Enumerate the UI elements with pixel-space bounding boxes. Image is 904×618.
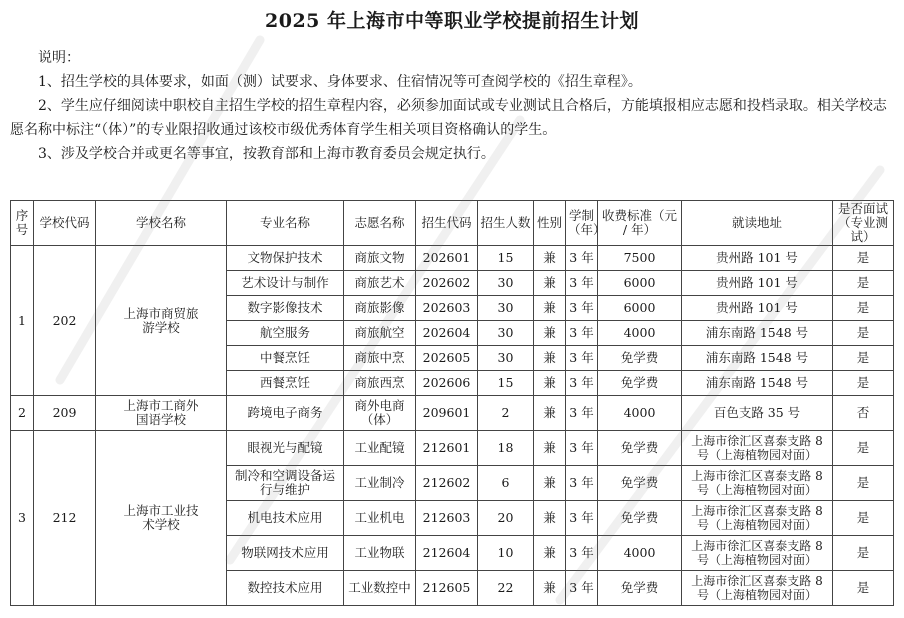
- wish-cell: 商旅影像: [344, 296, 416, 321]
- school-code-cell: 212: [34, 431, 96, 606]
- wish-cell: 商外电商（体）: [344, 396, 416, 431]
- gender-cell: 兼: [534, 536, 566, 571]
- wish-cell: 商旅中烹: [344, 346, 416, 371]
- fee-cell: 4000: [598, 536, 682, 571]
- header-cell: 志愿名称: [344, 201, 416, 246]
- count-cell: 2: [478, 396, 534, 431]
- table-row: [11, 431, 894, 466]
- zcode-cell: 202604: [416, 321, 478, 346]
- wish-cell: 工业制冷: [344, 466, 416, 501]
- page-title: 2025 年上海市中等职业学校提前招生计划: [265, 10, 639, 32]
- gender-cell: 兼: [534, 431, 566, 466]
- years-cell: 3 年: [566, 396, 598, 431]
- interview-cell: 否: [833, 396, 894, 431]
- zcode-cell: 202606: [416, 371, 478, 396]
- fee-cell: 6000: [598, 271, 682, 296]
- address-cell: 浦东南路 1548 号: [682, 321, 833, 346]
- zcode-cell: 212604: [416, 536, 478, 571]
- header-cell: 性别: [534, 201, 566, 246]
- years-cell: 3 年: [566, 371, 598, 396]
- address-cell: 贵州路 101 号: [682, 246, 833, 271]
- years-cell: 3 年: [566, 501, 598, 536]
- count-cell: 20: [478, 501, 534, 536]
- gender-cell: 兼: [534, 396, 566, 431]
- zcode-cell: 202601: [416, 246, 478, 271]
- years-cell: 3 年: [566, 346, 598, 371]
- enrollment-table: [10, 200, 894, 606]
- table-header-row: [11, 201, 894, 246]
- count-cell: 30: [478, 321, 534, 346]
- address-cell: 贵州路 101 号: [682, 271, 833, 296]
- gender-cell: 兼: [534, 271, 566, 296]
- major-cell: 制冷和空调设备运行与维护: [227, 466, 344, 501]
- table-row: [11, 396, 894, 431]
- zcode-cell: 202605: [416, 346, 478, 371]
- school-name-cell: 上海市商贸旅游学校: [96, 246, 227, 396]
- zcode-cell: 212601: [416, 431, 478, 466]
- count-cell: 15: [478, 246, 534, 271]
- count-cell: 18: [478, 431, 534, 466]
- note-item: 2、学生应仔细阅读中职校自主招生学校的招生章程内容，必须参加面试或专业测试且合格后，方能填报相应志愿和投档录取。相关学校志愿名称中标注“（体）”的专业限招收通过该校市级优秀体育学生相关项目资格确认的学生。: [10, 98, 887, 138]
- major-cell: 跨境电子商务: [227, 396, 344, 431]
- fee-cell: 6000: [598, 296, 682, 321]
- fee-cell: 4000: [598, 321, 682, 346]
- major-cell: 机电技术应用: [227, 501, 344, 536]
- gender-cell: 兼: [534, 571, 566, 606]
- school-code-cell: 202: [34, 246, 96, 396]
- years-cell: 3 年: [566, 431, 598, 466]
- fee-cell: 7500: [598, 246, 682, 271]
- header-cell: 招生人数: [478, 201, 534, 246]
- count-cell: 6: [478, 466, 534, 501]
- count-cell: 30: [478, 271, 534, 296]
- interview-cell: 是: [833, 296, 894, 321]
- gender-cell: 兼: [534, 501, 566, 536]
- count-cell: 30: [478, 346, 534, 371]
- header-cell: 学校代码: [34, 201, 96, 246]
- count-cell: 22: [478, 571, 534, 606]
- interview-cell: 是: [833, 371, 894, 396]
- header-cell: 学制（年）: [566, 201, 598, 246]
- address-cell: 上海市徐汇区喜泰支路 8 号（上海植物园对面）: [682, 571, 833, 606]
- fee-cell: 免学费: [598, 371, 682, 396]
- zcode-cell: 202602: [416, 271, 478, 296]
- years-cell: 3 年: [566, 321, 598, 346]
- header-cell: 招生代码: [416, 201, 478, 246]
- gender-cell: 兼: [534, 321, 566, 346]
- interview-cell: 是: [833, 431, 894, 466]
- zcode-cell: 212605: [416, 571, 478, 606]
- years-cell: 3 年: [566, 571, 598, 606]
- fee-cell: 免学费: [598, 466, 682, 501]
- gender-cell: 兼: [534, 371, 566, 396]
- zcode-cell: 202603: [416, 296, 478, 321]
- table-row: [11, 246, 894, 271]
- note-item: 3、涉及学校合并或更名等事宜，按教育部和上海市教育委员会规定执行。: [38, 146, 495, 162]
- notes-section: [10, 46, 895, 166]
- wish-cell: 商旅航空: [344, 321, 416, 346]
- fee-cell: 免学费: [598, 346, 682, 371]
- major-cell: 眼视光与配镜: [227, 431, 344, 466]
- address-cell: 上海市徐汇区喜泰支路 8 号（上海植物园对面）: [682, 536, 833, 571]
- address-cell: 上海市徐汇区喜泰支路 8 号（上海植物园对面）: [682, 501, 833, 536]
- gender-cell: 兼: [534, 296, 566, 321]
- major-cell: 艺术设计与制作: [227, 271, 344, 296]
- address-cell: 贵州路 101 号: [682, 296, 833, 321]
- interview-cell: 是: [833, 501, 894, 536]
- years-cell: 3 年: [566, 246, 598, 271]
- address-cell: 浦东南路 1548 号: [682, 346, 833, 371]
- school-code-cell: 209: [34, 396, 96, 431]
- gender-cell: 兼: [534, 466, 566, 501]
- wish-cell: 工业数控中: [344, 571, 416, 606]
- zcode-cell: 209601: [416, 396, 478, 431]
- count-cell: 10: [478, 536, 534, 571]
- zcode-cell: 212603: [416, 501, 478, 536]
- wish-cell: 工业配镜: [344, 431, 416, 466]
- gender-cell: 兼: [534, 246, 566, 271]
- years-cell: 3 年: [566, 536, 598, 571]
- fee-cell: 免学费: [598, 431, 682, 466]
- note-item: 1、招生学校的具体要求，如面（测）试要求、身体要求、住宿情况等可查阅学校的《招生章程》。: [38, 74, 642, 90]
- interview-cell: 是: [833, 466, 894, 501]
- wish-cell: 商旅艺术: [344, 271, 416, 296]
- school-no-cell: 2: [11, 396, 34, 431]
- fee-cell: 4000: [598, 396, 682, 431]
- count-cell: 30: [478, 296, 534, 321]
- interview-cell: 是: [833, 536, 894, 571]
- fee-cell: 免学费: [598, 501, 682, 536]
- header-cell: 学校名称: [96, 201, 227, 246]
- header-cell: 序号: [11, 201, 34, 246]
- interview-cell: 是: [833, 321, 894, 346]
- gender-cell: 兼: [534, 346, 566, 371]
- zcode-cell: 212602: [416, 466, 478, 501]
- header-cell: 是否面试（专业测试）: [833, 201, 894, 246]
- school-name-cell: 上海市工商外国语学校: [96, 396, 227, 431]
- fee-cell: 免学费: [598, 571, 682, 606]
- wish-cell: 商旅文物: [344, 246, 416, 271]
- major-cell: 航空服务: [227, 321, 344, 346]
- interview-cell: 是: [833, 246, 894, 271]
- wish-cell: 工业机电: [344, 501, 416, 536]
- address-cell: 浦东南路 1548 号: [682, 371, 833, 396]
- major-cell: 数控技术应用: [227, 571, 344, 606]
- years-cell: 3 年: [566, 296, 598, 321]
- address-cell: 上海市徐汇区喜泰支路 8 号（上海植物园对面）: [682, 466, 833, 501]
- interview-cell: 是: [833, 346, 894, 371]
- major-cell: 中餐烹饪: [227, 346, 344, 371]
- address-cell: 上海市徐汇区喜泰支路 8 号（上海植物园对面）: [682, 431, 833, 466]
- wish-cell: 工业物联: [344, 536, 416, 571]
- school-no-cell: 1: [11, 246, 34, 396]
- header-cell: 收费标准（元 / 年）: [598, 201, 682, 246]
- notes-heading: 说明：: [38, 50, 80, 66]
- major-cell: 物联网技术应用: [227, 536, 344, 571]
- school-no-cell: 3: [11, 431, 34, 606]
- interview-cell: 是: [833, 571, 894, 606]
- wish-cell: 商旅西烹: [344, 371, 416, 396]
- major-cell: 西餐烹饪: [227, 371, 344, 396]
- count-cell: 15: [478, 371, 534, 396]
- school-name-cell: 上海市工业技术学校: [96, 431, 227, 606]
- years-cell: 3 年: [566, 271, 598, 296]
- major-cell: 数字影像技术: [227, 296, 344, 321]
- header-cell: 专业名称: [227, 201, 344, 246]
- major-cell: 文物保护技术: [227, 246, 344, 271]
- interview-cell: 是: [833, 271, 894, 296]
- address-cell: 百色支路 35 号: [682, 396, 833, 431]
- header-cell: 就读地址: [682, 201, 833, 246]
- years-cell: 3 年: [566, 466, 598, 501]
